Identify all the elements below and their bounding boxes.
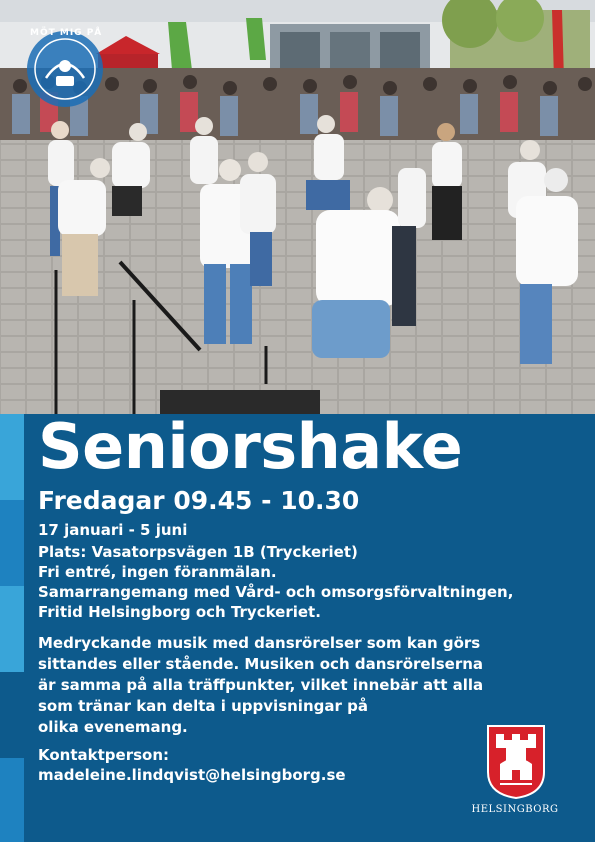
contact-email[interactable]: madeleine.lindqvist@helsingborg.se [38, 766, 346, 784]
side-stripe-mid [0, 500, 24, 586]
schedule-text: Fredagar 09.45 - 10.30 [38, 486, 360, 515]
description-line-3: är samma på alla träffpunkter, vilket innebär att alla [38, 676, 484, 694]
description-line-2: sittandes eller stående. Musiken och dansrörelserna [38, 655, 484, 673]
helsingborg-city-crest-icon [486, 724, 546, 800]
logo-text: MÖT MIG PÅ [30, 28, 103, 38]
side-stripe-light [0, 414, 24, 500]
contact-label: Kontaktperson: [38, 746, 170, 764]
circular-emblem-logo-icon [22, 26, 108, 112]
partners-line-2: Fritid Helsingborg och Tryckeriet. [38, 603, 321, 621]
description-line-1: Medryckande musik med dansrörelser som kan görs [38, 634, 481, 652]
venue-text: Plats: Vasatorpsvägen 1B (Tryckeriet) [38, 543, 358, 561]
partners-line-1: Samarrangemang med Vård- och omsorgsförvaltningen, [38, 583, 514, 601]
entry-text: Fri entré, ingen föranmälan. [38, 563, 277, 581]
description-line-4: som tränar kan delta i uppvisningar på [38, 697, 368, 715]
poster-title: Seniorshake [38, 410, 463, 483]
description-line-5: olika evenemang. [38, 718, 188, 736]
crest-label: HELSINGBORG [471, 804, 559, 815]
side-stripe-mid-2 [0, 758, 24, 842]
side-stripe-dark [0, 672, 24, 758]
dates-text: 17 januari - 5 juni [38, 521, 188, 539]
side-stripe-light-2 [0, 586, 24, 672]
